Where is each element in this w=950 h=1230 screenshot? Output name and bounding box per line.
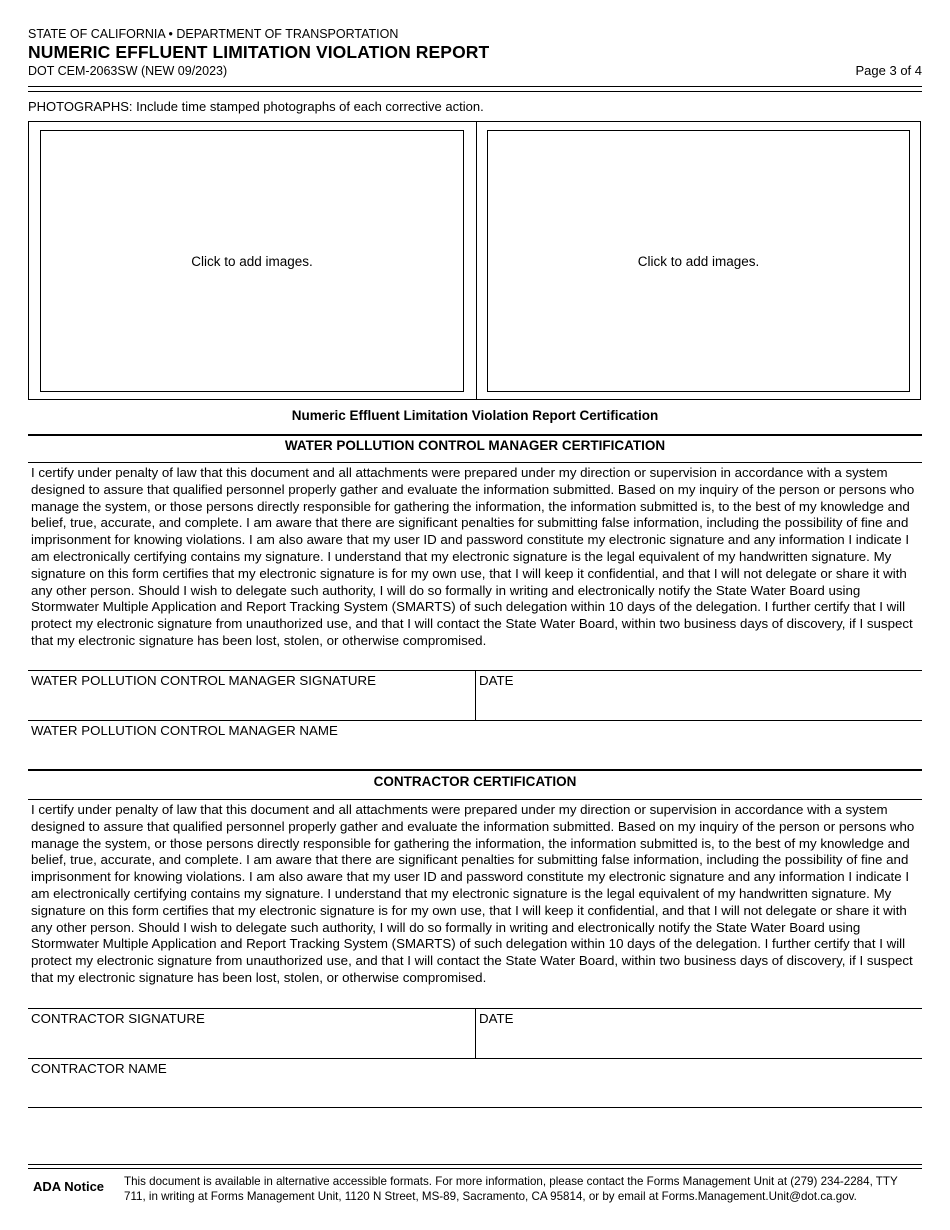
page-number: Page 3 of 4 (855, 63, 922, 78)
wpcm-date-field[interactable] (476, 671, 922, 720)
contractor-heading-rule (28, 799, 922, 800)
contractor-date-label: DATE (479, 1011, 514, 1026)
contractor-heading: CONTRACTOR CERTIFICATION (373, 774, 577, 789)
right-photo-box[interactable] (487, 130, 910, 392)
wpcm-heading: WATER POLLUTION CONTROL MANAGER CERTIFICATION (284, 438, 666, 453)
right-photo-placeholder: Click to add images. (637, 253, 760, 269)
wpcm-signature-field[interactable] (28, 671, 475, 720)
photographs-label: PHOTOGRAPHS: Include time stamped photographs of each corrective action. (28, 99, 484, 114)
footer-rule-bottom (28, 1168, 922, 1169)
contractor-section-top-rule (28, 769, 922, 771)
left-photo-box[interactable] (40, 130, 464, 392)
header-rule-bottom (28, 91, 922, 92)
contractor-name-bottom-rule (28, 1107, 922, 1108)
ada-notice-label: ADA Notice (33, 1179, 105, 1194)
contractor-signature-label: CONTRACTOR SIGNATURE (31, 1011, 205, 1026)
contractor-date-field[interactable] (476, 1009, 922, 1058)
header-rule-top (28, 86, 922, 87)
wpcm-name-field[interactable] (28, 721, 922, 768)
photo-divider (476, 122, 477, 399)
ada-notice-text: This document is available in alternative accessible formats. For more information, please contact the Forms Management Unit at (279) 234-2284, TTY 711, in writing at Forms Management Unit, 1120 N Street, MS-89, Sacramento, CA 95814, or by email at Forms.Management.Unit@dot.ca.gov. (124, 1175, 898, 1203)
wpcm-date-label: DATE (479, 673, 514, 688)
left-photo-placeholder: Click to add images. (191, 253, 313, 269)
photographs-frame (28, 121, 921, 400)
contractor-signature-field[interactable] (28, 1009, 475, 1058)
wpcm-name-label: WATER POLLUTION CONTROL MANAGER NAME (31, 723, 338, 738)
contractor-statement: I certify under penalty of law that this document and all attachments were prepared under my direction or supervision in accordance with a system designed to assure that qualified personnel properly gather and evaluate the information submitted. Based on my inquiry of the person or persons who manage the system, or those persons directly responsible for gathering the information, the information submitted is, to the best of my knowledge and belief, true, accurate, and complete. I am aware that there are significant penalties for submitting false information, including the possibility of fine and imprisonment for knowing violations. I am also aware that my user ID and password constitute my electronic signature and any information I indicate I am electronically certifying contains my signature. I understand that my electronic signature is the legal equivalent of my handwritten signature. My signature on this form certifies that my electronic signature is for my own use, that I will keep it confidential, and that I will not delegate or share it with any other person. Should I wish to delegate such authority, I will do so formally in writing and electronically notify the State Water Board using Stormwater Multiple Application and Report Tracking System (SMARTS) of such delegation within 10 days of the delegation. I further certify that I will protect my electronic signature from unauthorized use, and that I will contact the State Water Board, within two business days of discovery, if I suspect that my electronic signature has been lost, stolen, or otherwise compromised. (31, 802, 915, 985)
certification-title: Numeric Effluent Limitation Violation Report Certification (291, 408, 659, 423)
wpcm-section-top-rule (28, 434, 922, 436)
contractor-name-field[interactable] (28, 1059, 922, 1107)
form-title: NUMERIC EFFLUENT LIMITATION VIOLATION REPORT (28, 42, 490, 62)
department-line: STATE OF CALIFORNIA • DEPARTMENT OF TRANSPORTATION (28, 27, 399, 41)
form-number: DOT CEM-2063SW (NEW 09/2023) (28, 64, 228, 78)
wpcm-signature-label: WATER POLLUTION CONTROL MANAGER SIGNATURE (31, 673, 377, 688)
footer-rule-top (28, 1164, 922, 1165)
wpcm-heading-rule (28, 462, 922, 463)
contractor-name-label: CONTRACTOR NAME (31, 1061, 167, 1076)
wpcm-statement: I certify under penalty of law that this document and all attachments were prepared under my direction or supervision in accordance with a system designed to assure that qualified personnel properly gather and evaluate the information submitted. Based on my inquiry of the person or persons who manage the system, or those persons directly responsible for gathering the information, the information submitted is, to the best of my knowledge and belief, true, accurate, and complete. I am aware that there are significant penalties for submitting false information, including the possibility of fine and imprisonment for knowing violations. I am also aware that my user ID and password constitute my electronic signature and any information I indicate I am electronically certifying contains my signature. I understand that my electronic signature is the legal equivalent of my handwritten signature. My signature on this form certifies that my electronic signature is for my own use, that I will keep it confidential, and that I will not delegate or share it with any other person. Should I wish to delegate such authority, I will do so formally in writing and electronically notify the State Water Board using Stormwater Multiple Application and Report Tracking System (SMARTS) of such delegation within 10 days of the delegation. I further certify that I will protect my electronic signature from unauthorized use, and that I will contact the State Water Board, within two business days of discovery, if I suspect that my electronic signature has been lost, stolen, or otherwise compromised. (31, 465, 915, 648)
